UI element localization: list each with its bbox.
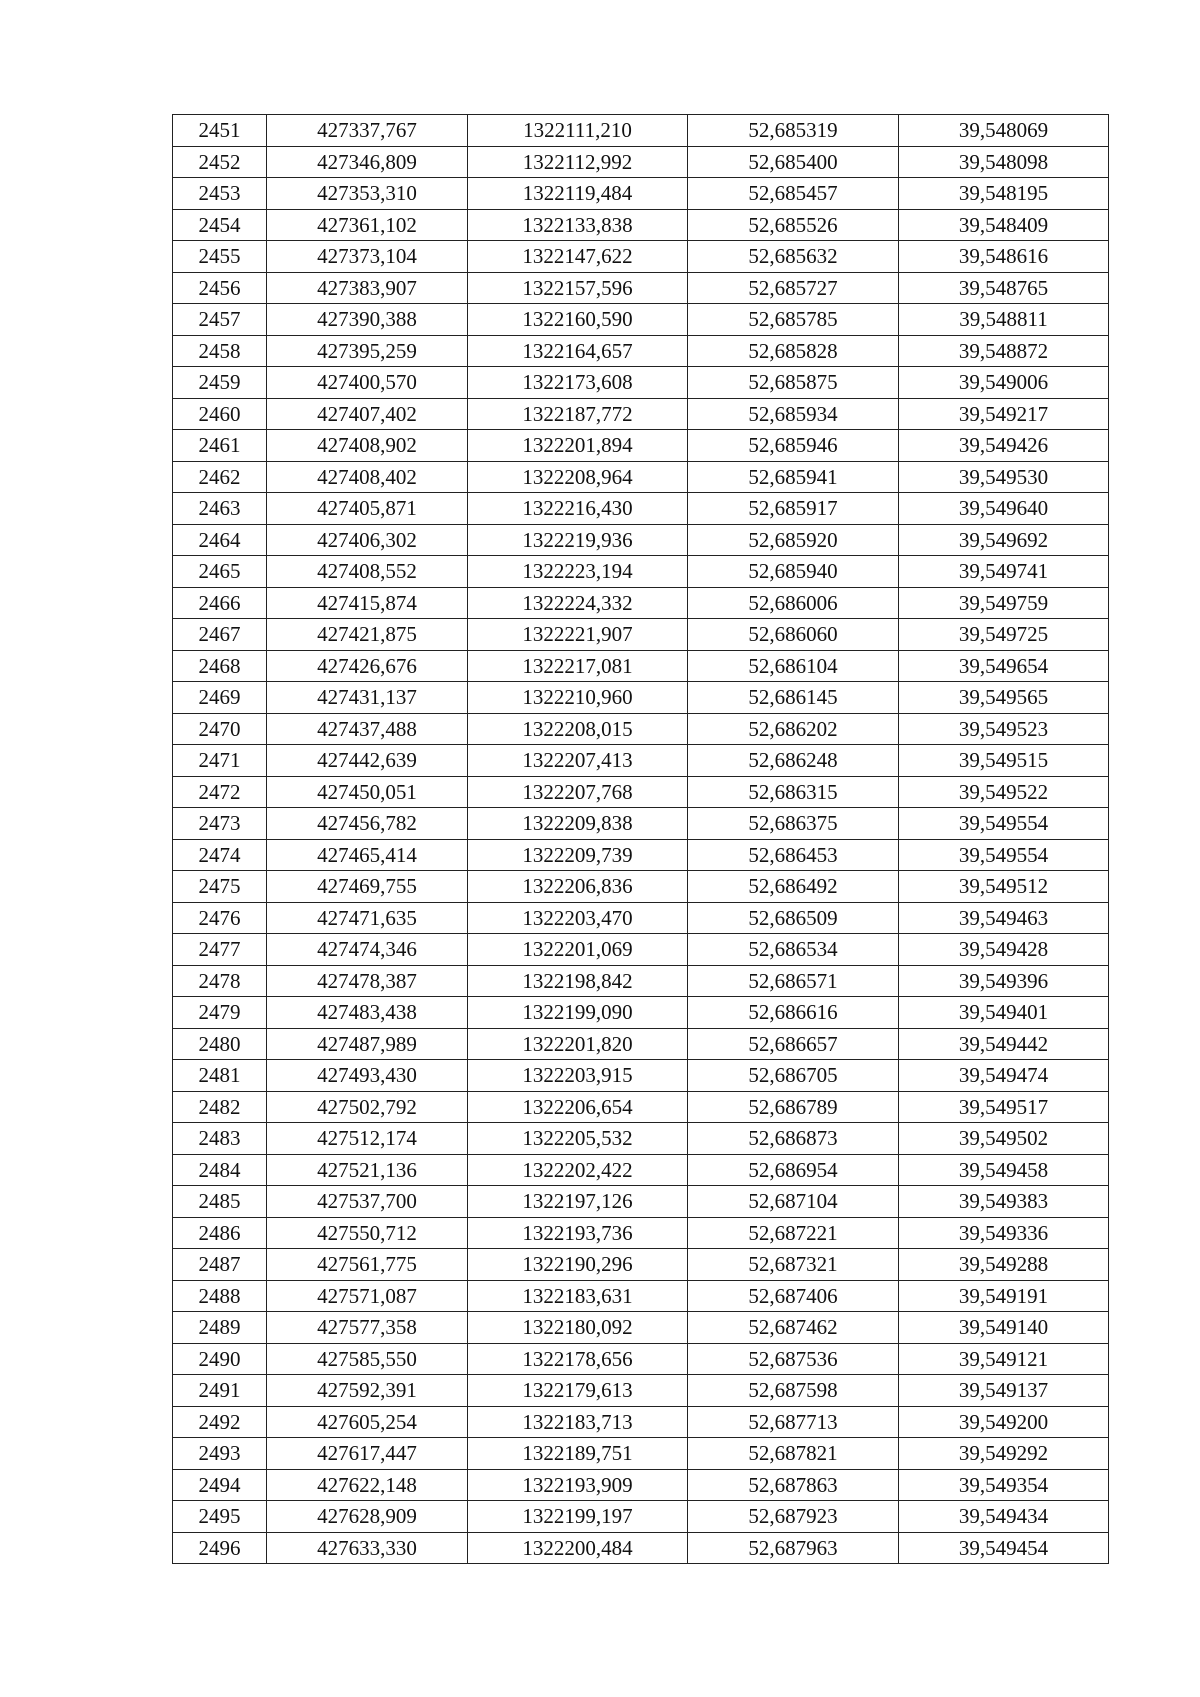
y-coordinate-cell: 1322157,596	[468, 272, 688, 304]
y-coordinate-cell: 1322203,470	[468, 902, 688, 934]
table-row	[173, 871, 1109, 903]
x-coordinate-cell: 427390,388	[267, 304, 468, 336]
latitude-cell: 52,686571	[688, 965, 899, 997]
y-coordinate-cell: 1322164,657	[468, 335, 688, 367]
latitude-cell: 52,687923	[688, 1501, 899, 1533]
point-number-cell: 2480	[173, 1028, 267, 1060]
y-coordinate-cell: 1322189,751	[468, 1438, 688, 1470]
coordinates-table	[172, 114, 1109, 1564]
point-number-cell: 2496	[173, 1532, 267, 1564]
y-coordinate-cell: 1322173,608	[468, 367, 688, 399]
longitude-cell: 39,549006	[899, 367, 1109, 399]
latitude-cell: 52,685828	[688, 335, 899, 367]
table-row	[173, 1123, 1109, 1155]
y-coordinate-cell: 1322216,430	[468, 493, 688, 525]
y-coordinate-cell: 1322203,915	[468, 1060, 688, 1092]
longitude-cell: 39,549428	[899, 934, 1109, 966]
latitude-cell: 52,687406	[688, 1280, 899, 1312]
latitude-cell: 52,686060	[688, 619, 899, 651]
y-coordinate-cell: 1322199,197	[468, 1501, 688, 1533]
x-coordinate-cell: 427571,087	[267, 1280, 468, 1312]
point-number-cell: 2492	[173, 1406, 267, 1438]
table-row	[173, 1217, 1109, 1249]
x-coordinate-cell: 427337,767	[267, 115, 468, 147]
y-coordinate-cell: 1322179,613	[468, 1375, 688, 1407]
point-number-cell: 2474	[173, 839, 267, 871]
table-row	[173, 1154, 1109, 1186]
y-coordinate-cell: 1322206,836	[468, 871, 688, 903]
latitude-cell: 52,685457	[688, 178, 899, 210]
x-coordinate-cell: 427592,391	[267, 1375, 468, 1407]
latitude-cell: 52,685785	[688, 304, 899, 336]
latitude-cell: 52,686954	[688, 1154, 899, 1186]
longitude-cell: 39,549463	[899, 902, 1109, 934]
x-coordinate-cell: 427353,310	[267, 178, 468, 210]
point-number-cell: 2478	[173, 965, 267, 997]
longitude-cell: 39,549396	[899, 965, 1109, 997]
table-row	[173, 209, 1109, 241]
table-row	[173, 1406, 1109, 1438]
x-coordinate-cell: 427395,259	[267, 335, 468, 367]
x-coordinate-cell: 427550,712	[267, 1217, 468, 1249]
longitude-cell: 39,548409	[899, 209, 1109, 241]
latitude-cell: 52,687104	[688, 1186, 899, 1218]
latitude-cell: 52,687713	[688, 1406, 899, 1438]
longitude-cell: 39,548098	[899, 146, 1109, 178]
y-coordinate-cell: 1322183,631	[468, 1280, 688, 1312]
point-number-cell: 2466	[173, 587, 267, 619]
latitude-cell: 52,687536	[688, 1343, 899, 1375]
table-row	[173, 1312, 1109, 1344]
latitude-cell: 52,686534	[688, 934, 899, 966]
x-coordinate-cell: 427471,635	[267, 902, 468, 934]
latitude-cell: 52,686616	[688, 997, 899, 1029]
x-coordinate-cell: 427346,809	[267, 146, 468, 178]
point-number-cell: 2495	[173, 1501, 267, 1533]
y-coordinate-cell: 1322119,484	[468, 178, 688, 210]
point-number-cell: 2491	[173, 1375, 267, 1407]
longitude-cell: 39,549640	[899, 493, 1109, 525]
x-coordinate-cell: 427512,174	[267, 1123, 468, 1155]
latitude-cell: 52,685934	[688, 398, 899, 430]
table-row	[173, 304, 1109, 336]
x-coordinate-cell: 427437,488	[267, 713, 468, 745]
table-row	[173, 241, 1109, 273]
longitude-cell: 39,549692	[899, 524, 1109, 556]
longitude-cell: 39,549530	[899, 461, 1109, 493]
y-coordinate-cell: 1322206,654	[468, 1091, 688, 1123]
table-row	[173, 650, 1109, 682]
table-row	[173, 1375, 1109, 1407]
table-row	[173, 398, 1109, 430]
latitude-cell: 52,686873	[688, 1123, 899, 1155]
point-number-cell: 2479	[173, 997, 267, 1029]
longitude-cell: 39,548811	[899, 304, 1109, 336]
table-row	[173, 1060, 1109, 1092]
x-coordinate-cell: 427493,430	[267, 1060, 468, 1092]
latitude-cell: 52,685941	[688, 461, 899, 493]
x-coordinate-cell: 427408,552	[267, 556, 468, 588]
longitude-cell: 39,549512	[899, 871, 1109, 903]
y-coordinate-cell: 1322111,210	[468, 115, 688, 147]
y-coordinate-cell: 1322183,713	[468, 1406, 688, 1438]
longitude-cell: 39,549217	[899, 398, 1109, 430]
y-coordinate-cell: 1322208,015	[468, 713, 688, 745]
point-number-cell: 2483	[173, 1123, 267, 1155]
point-number-cell: 2456	[173, 272, 267, 304]
x-coordinate-cell: 427577,358	[267, 1312, 468, 1344]
x-coordinate-cell: 427405,871	[267, 493, 468, 525]
table-row	[173, 146, 1109, 178]
y-coordinate-cell: 1322198,842	[468, 965, 688, 997]
table-row	[173, 587, 1109, 619]
x-coordinate-cell: 427622,148	[267, 1469, 468, 1501]
x-coordinate-cell: 427474,346	[267, 934, 468, 966]
longitude-cell: 39,548069	[899, 115, 1109, 147]
point-number-cell: 2464	[173, 524, 267, 556]
latitude-cell: 52,686509	[688, 902, 899, 934]
point-number-cell: 2451	[173, 115, 267, 147]
table-row	[173, 902, 1109, 934]
latitude-cell: 52,686315	[688, 776, 899, 808]
latitude-cell: 52,685917	[688, 493, 899, 525]
longitude-cell: 39,548195	[899, 178, 1109, 210]
table-row	[173, 839, 1109, 871]
longitude-cell: 39,549458	[899, 1154, 1109, 1186]
longitude-cell: 39,549121	[899, 1343, 1109, 1375]
longitude-cell: 39,549191	[899, 1280, 1109, 1312]
point-number-cell: 2463	[173, 493, 267, 525]
longitude-cell: 39,549137	[899, 1375, 1109, 1407]
table-row	[173, 556, 1109, 588]
x-coordinate-cell: 427487,989	[267, 1028, 468, 1060]
y-coordinate-cell: 1322160,590	[468, 304, 688, 336]
latitude-cell: 52,686453	[688, 839, 899, 871]
x-coordinate-cell: 427465,414	[267, 839, 468, 871]
latitude-cell: 52,687598	[688, 1375, 899, 1407]
x-coordinate-cell: 427450,051	[267, 776, 468, 808]
y-coordinate-cell: 1322112,992	[468, 146, 688, 178]
point-number-cell: 2494	[173, 1469, 267, 1501]
longitude-cell: 39,548872	[899, 335, 1109, 367]
longitude-cell: 39,549288	[899, 1249, 1109, 1281]
latitude-cell: 52,687863	[688, 1469, 899, 1501]
latitude-cell: 52,685400	[688, 146, 899, 178]
y-coordinate-cell: 1322209,838	[468, 808, 688, 840]
point-number-cell: 2459	[173, 367, 267, 399]
table-row	[173, 808, 1109, 840]
x-coordinate-cell: 427561,775	[267, 1249, 468, 1281]
x-coordinate-cell: 427408,902	[267, 430, 468, 462]
y-coordinate-cell: 1322208,964	[468, 461, 688, 493]
table-row	[173, 745, 1109, 777]
y-coordinate-cell: 1322133,838	[468, 209, 688, 241]
point-number-cell: 2481	[173, 1060, 267, 1092]
x-coordinate-cell: 427605,254	[267, 1406, 468, 1438]
latitude-cell: 52,685319	[688, 115, 899, 147]
x-coordinate-cell: 427407,402	[267, 398, 468, 430]
y-coordinate-cell: 1322190,296	[468, 1249, 688, 1281]
longitude-cell: 39,549426	[899, 430, 1109, 462]
longitude-cell: 39,549515	[899, 745, 1109, 777]
table-row	[173, 682, 1109, 714]
latitude-cell: 52,687462	[688, 1312, 899, 1344]
latitude-cell: 52,687321	[688, 1249, 899, 1281]
longitude-cell: 39,549522	[899, 776, 1109, 808]
latitude-cell: 52,686006	[688, 587, 899, 619]
longitude-cell: 39,549554	[899, 808, 1109, 840]
latitude-cell: 52,685875	[688, 367, 899, 399]
latitude-cell: 52,685632	[688, 241, 899, 273]
coordinates-table-body	[173, 115, 1109, 1564]
y-coordinate-cell: 1322217,081	[468, 650, 688, 682]
table-row	[173, 178, 1109, 210]
x-coordinate-cell: 427400,570	[267, 367, 468, 399]
latitude-cell: 52,687221	[688, 1217, 899, 1249]
point-number-cell: 2485	[173, 1186, 267, 1218]
point-number-cell: 2484	[173, 1154, 267, 1186]
point-number-cell: 2475	[173, 871, 267, 903]
point-number-cell: 2482	[173, 1091, 267, 1123]
longitude-cell: 39,549442	[899, 1028, 1109, 1060]
longitude-cell: 39,548616	[899, 241, 1109, 273]
x-coordinate-cell: 427585,550	[267, 1343, 468, 1375]
x-coordinate-cell: 427456,782	[267, 808, 468, 840]
x-coordinate-cell: 427469,755	[267, 871, 468, 903]
x-coordinate-cell: 427361,102	[267, 209, 468, 241]
point-number-cell: 2471	[173, 745, 267, 777]
table-row	[173, 776, 1109, 808]
longitude-cell: 39,549336	[899, 1217, 1109, 1249]
table-row	[173, 965, 1109, 997]
table-row	[173, 1186, 1109, 1218]
longitude-cell: 39,549474	[899, 1060, 1109, 1092]
table-row	[173, 1438, 1109, 1470]
latitude-cell: 52,685920	[688, 524, 899, 556]
table-row	[173, 1249, 1109, 1281]
latitude-cell: 52,687821	[688, 1438, 899, 1470]
point-number-cell: 2469	[173, 682, 267, 714]
latitude-cell: 52,685946	[688, 430, 899, 462]
y-coordinate-cell: 1322221,907	[468, 619, 688, 651]
point-number-cell: 2470	[173, 713, 267, 745]
x-coordinate-cell: 427478,387	[267, 965, 468, 997]
table-row	[173, 1532, 1109, 1564]
longitude-cell: 39,549523	[899, 713, 1109, 745]
point-number-cell: 2452	[173, 146, 267, 178]
y-coordinate-cell: 1322147,622	[468, 241, 688, 273]
latitude-cell: 52,686789	[688, 1091, 899, 1123]
x-coordinate-cell: 427431,137	[267, 682, 468, 714]
longitude-cell: 39,549200	[899, 1406, 1109, 1438]
table-row	[173, 430, 1109, 462]
y-coordinate-cell: 1322197,126	[468, 1186, 688, 1218]
y-coordinate-cell: 1322219,936	[468, 524, 688, 556]
table-row	[173, 713, 1109, 745]
latitude-cell: 52,685526	[688, 209, 899, 241]
longitude-cell: 39,549517	[899, 1091, 1109, 1123]
point-number-cell: 2453	[173, 178, 267, 210]
y-coordinate-cell: 1322201,069	[468, 934, 688, 966]
point-number-cell: 2473	[173, 808, 267, 840]
x-coordinate-cell: 427617,447	[267, 1438, 468, 1470]
longitude-cell: 39,548765	[899, 272, 1109, 304]
latitude-cell: 52,686145	[688, 682, 899, 714]
y-coordinate-cell: 1322187,772	[468, 398, 688, 430]
latitude-cell: 52,687963	[688, 1532, 899, 1564]
point-number-cell: 2458	[173, 335, 267, 367]
point-number-cell: 2461	[173, 430, 267, 462]
latitude-cell: 52,685727	[688, 272, 899, 304]
y-coordinate-cell: 1322200,484	[468, 1532, 688, 1564]
longitude-cell: 39,549565	[899, 682, 1109, 714]
y-coordinate-cell: 1322193,909	[468, 1469, 688, 1501]
x-coordinate-cell: 427406,302	[267, 524, 468, 556]
y-coordinate-cell: 1322223,194	[468, 556, 688, 588]
point-number-cell: 2468	[173, 650, 267, 682]
y-coordinate-cell: 1322201,820	[468, 1028, 688, 1060]
y-coordinate-cell: 1322178,656	[468, 1343, 688, 1375]
y-coordinate-cell: 1322209,739	[468, 839, 688, 871]
point-number-cell: 2493	[173, 1438, 267, 1470]
point-number-cell: 2487	[173, 1249, 267, 1281]
y-coordinate-cell: 1322205,532	[468, 1123, 688, 1155]
x-coordinate-cell: 427383,907	[267, 272, 468, 304]
y-coordinate-cell: 1322201,894	[468, 430, 688, 462]
longitude-cell: 39,549741	[899, 556, 1109, 588]
table-row	[173, 367, 1109, 399]
table-row	[173, 1028, 1109, 1060]
table-row	[173, 1501, 1109, 1533]
point-number-cell: 2455	[173, 241, 267, 273]
y-coordinate-cell: 1322180,092	[468, 1312, 688, 1344]
point-number-cell: 2477	[173, 934, 267, 966]
latitude-cell: 52,686657	[688, 1028, 899, 1060]
x-coordinate-cell: 427633,330	[267, 1532, 468, 1564]
longitude-cell: 39,549383	[899, 1186, 1109, 1218]
longitude-cell: 39,549725	[899, 619, 1109, 651]
latitude-cell: 52,685940	[688, 556, 899, 588]
table-row	[173, 272, 1109, 304]
x-coordinate-cell: 427628,909	[267, 1501, 468, 1533]
x-coordinate-cell: 427421,875	[267, 619, 468, 651]
table-row	[173, 1091, 1109, 1123]
table-row	[173, 461, 1109, 493]
point-number-cell: 2467	[173, 619, 267, 651]
longitude-cell: 39,549140	[899, 1312, 1109, 1344]
table-row	[173, 1280, 1109, 1312]
x-coordinate-cell: 427502,792	[267, 1091, 468, 1123]
x-coordinate-cell: 427537,700	[267, 1186, 468, 1218]
table-row	[173, 335, 1109, 367]
longitude-cell: 39,549554	[899, 839, 1109, 871]
y-coordinate-cell: 1322207,768	[468, 776, 688, 808]
point-number-cell: 2476	[173, 902, 267, 934]
table-row	[173, 1469, 1109, 1501]
point-number-cell: 2490	[173, 1343, 267, 1375]
longitude-cell: 39,549292	[899, 1438, 1109, 1470]
x-coordinate-cell: 427442,639	[267, 745, 468, 777]
x-coordinate-cell: 427373,104	[267, 241, 468, 273]
point-number-cell: 2462	[173, 461, 267, 493]
y-coordinate-cell: 1322199,090	[468, 997, 688, 1029]
longitude-cell: 39,549454	[899, 1532, 1109, 1564]
x-coordinate-cell: 427426,676	[267, 650, 468, 682]
latitude-cell: 52,686248	[688, 745, 899, 777]
latitude-cell: 52,686104	[688, 650, 899, 682]
y-coordinate-cell: 1322193,736	[468, 1217, 688, 1249]
latitude-cell: 52,686492	[688, 871, 899, 903]
point-number-cell: 2460	[173, 398, 267, 430]
point-number-cell: 2488	[173, 1280, 267, 1312]
latitude-cell: 52,686705	[688, 1060, 899, 1092]
y-coordinate-cell: 1322224,332	[468, 587, 688, 619]
x-coordinate-cell: 427415,874	[267, 587, 468, 619]
x-coordinate-cell: 427521,136	[267, 1154, 468, 1186]
table-row	[173, 997, 1109, 1029]
point-number-cell: 2465	[173, 556, 267, 588]
latitude-cell: 52,686202	[688, 713, 899, 745]
table-row	[173, 1343, 1109, 1375]
latitude-cell: 52,686375	[688, 808, 899, 840]
table-row	[173, 493, 1109, 525]
y-coordinate-cell: 1322210,960	[468, 682, 688, 714]
longitude-cell: 39,549401	[899, 997, 1109, 1029]
x-coordinate-cell: 427408,402	[267, 461, 468, 493]
table-row	[173, 934, 1109, 966]
point-number-cell: 2486	[173, 1217, 267, 1249]
x-coordinate-cell: 427483,438	[267, 997, 468, 1029]
table-row	[173, 524, 1109, 556]
y-coordinate-cell: 1322202,422	[468, 1154, 688, 1186]
longitude-cell: 39,549759	[899, 587, 1109, 619]
longitude-cell: 39,549434	[899, 1501, 1109, 1533]
y-coordinate-cell: 1322207,413	[468, 745, 688, 777]
point-number-cell: 2457	[173, 304, 267, 336]
table-row	[173, 619, 1109, 651]
point-number-cell: 2489	[173, 1312, 267, 1344]
table-row	[173, 115, 1109, 147]
longitude-cell: 39,549654	[899, 650, 1109, 682]
longitude-cell: 39,549354	[899, 1469, 1109, 1501]
longitude-cell: 39,549502	[899, 1123, 1109, 1155]
point-number-cell: 2454	[173, 209, 267, 241]
point-number-cell: 2472	[173, 776, 267, 808]
